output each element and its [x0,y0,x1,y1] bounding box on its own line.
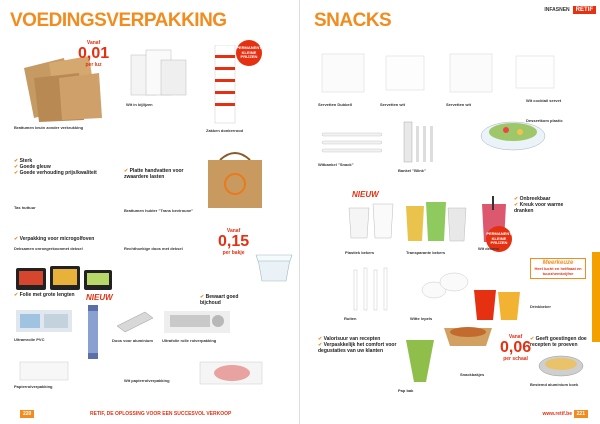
brand-logo: RETIF [573,6,596,14]
caption-white-spoons: Witte lepels [410,316,433,321]
caption-napkin-3: Servetten wit [446,102,471,107]
check-icon: ✔ [514,196,520,202]
check-icon: ✔ [14,164,20,170]
white-spoons-image [418,262,473,312]
caption-dessert-bowl: Dessertkom plastic [526,118,563,123]
left-footer [0,410,300,420]
caption-rect-box [124,246,214,251]
caption-title: Doos voor aluminium [112,338,153,343]
caption-microwave-box [14,246,114,251]
left-page-title: VOEDINGSVERPAKKING [10,10,227,31]
bullets-keep: ✔ Bewaart goed bijchoud [200,294,239,306]
check-icon: ✔ [200,294,206,300]
foil-rolls-image [14,306,74,336]
alu-foil-image [162,305,232,337]
paper-sheets-image [14,360,74,382]
caption-tote [14,205,84,210]
right-page [300,0,600,424]
caption-pvc-roll [14,337,79,342]
caption-white-bags [126,102,196,107]
cutlery-white-image [318,125,388,161]
check-icon: ✔ [530,336,536,342]
cone-cup-image [400,336,440,386]
page-number: 220 [20,410,34,418]
caption-title: Papierrolverpakking [14,384,53,389]
film-roll-image [86,305,100,360]
shopping-bag-image [200,148,270,210]
page-number: 221 [574,410,588,418]
caption-plastic-cups: Plastiek bekers [345,250,375,255]
caption-white-cups: Wit dekens [478,246,500,251]
price-amount: 0,15 [218,233,250,250]
snack-boat-image [440,320,496,350]
caption-trans-bag [124,208,204,213]
check-icon: ✔ [318,342,324,348]
caption-title: Rechthoekige doos met deksel [124,246,183,251]
bullets-foil: ✔ Folie met grote lengten [14,292,75,298]
caption-transparent-cups: Transparante bekers [406,250,446,255]
caption-cutlery-blink: Bankel "Blink" [398,168,426,173]
ham-paper-image [196,358,266,388]
bullets-taste: ✔ Geeft goestingen doe recepten te proeven [530,336,587,348]
check-icon: ✔ [14,170,20,176]
caption-title: Brattumen hukter "Trans beviroune" [124,208,194,213]
bullets-microwave: ✔ Verpakking voor microgolfoven [14,236,95,242]
price-tag-snack [500,334,531,362]
caption-title: Ultramrolle PVC [14,337,45,342]
right-footer [300,410,600,420]
caption-napkin-1: Servetten Dubbell [318,102,353,107]
caption-snack-bowls: Snackbakjes [460,372,485,377]
right-page-title: SNACKS [314,10,392,31]
caption-ultrafoil [162,338,237,343]
section-side-tab [592,252,600,342]
price-tag-box [218,228,249,256]
check-icon: ✔ [514,202,520,208]
plastic-cups-image [345,198,405,243]
clear-cups-image [402,196,472,246]
price-vanaf: Vanaf [508,334,523,340]
new-label: NIEUW [86,293,113,302]
footer-slogan: RETIF, DE OPLOSSING VOOR EEN SUCCESVOL VERKOOP [90,411,232,417]
cutlery-pack-image [398,120,448,165]
bullets-unbreakable: ✔ Onbreekbaar ✔ Kreuk voor warme dranken [514,196,564,214]
napkin-white-2-image [380,50,430,95]
paper-cups-image [468,284,528,324]
bullets-handles: ✔ Platte handvatten voor zwaardere lasten [124,168,184,180]
caption-striped-bag [206,128,266,133]
caption-title: Wit papierrolverpakking [124,378,170,383]
section-tag [544,6,596,14]
caption-stirrers: Ruiten [344,316,357,321]
multi-choice-box [530,258,586,279]
caption-kraft-bags [14,125,104,130]
multi-choice-text: Heel lucht en helfbaat en tuurzhemkvijfne [534,266,582,276]
check-icon: ✔ [318,336,324,342]
price-amount: 0,06 [500,339,532,356]
caption-title: Deksamen onroegerkoonmet deksel [14,246,83,251]
check-icon: ✔ [14,158,20,164]
caption-white-paper [124,378,194,383]
caption-napkin-2: Servetten wit [380,102,405,107]
foil-box-image [115,308,155,333]
bullets-recipes: ✔ Valorisuur van recepten ✔ Verpaskkelijk het comfort voor degustaties van uw klanten [318,336,397,354]
new-label: NIEUW [352,190,379,199]
badge-low-prices: PERMANENT KLEINE PRIJZEN [236,40,262,66]
clear-container-image [254,245,294,285]
caption-paper-roll [14,384,94,389]
cocktail-napkin-image [510,52,560,92]
caption-drinking-cup: Drinkbeker [530,304,551,309]
napkin-white-image [318,50,368,95]
caption-cocktail-napkin: Wit cocktail servet [526,98,562,103]
section-tag-label: INFASNEN [544,7,570,13]
price-unit: per schaal [503,356,528,362]
check-icon: ✔ [14,292,20,298]
caption-title: Tas huttuur [14,205,36,210]
multi-choice-heading: Meerkeuze [542,260,574,266]
caption-alu-box [112,338,157,343]
price-vanaf: Vanaf [226,228,241,234]
white-bags-image [126,45,196,100]
caption-title: Ultrafolie rolle rolverpakking [162,338,217,343]
caption-alu-koek: Bestemd aluminium koek [530,382,579,387]
caption-pap-bak: Pap bak [398,388,414,393]
stirrers-image [344,264,414,314]
price-amount: 0,01 [78,45,110,62]
check-icon: ✔ [124,168,130,174]
caption-title: Brattumen bruin zonder verkrukking [14,125,84,130]
caption-cutlery-snack: Witbankel "Snack" [318,162,354,167]
bullets-strong: ✔ Sterk ✔ Goede gleuw ✔ Goede verhouding prijs/kwaliteit [14,158,97,176]
price-tag-bags [78,40,109,68]
price-vanaf: Vanaf [86,40,101,46]
price-unit: per luz [85,62,102,68]
check-icon: ✔ [14,236,20,242]
footer-url: www.retif.be [542,411,572,417]
caption-title: Wit in bijlijzen [126,102,153,107]
price-unit: per bakje [222,250,245,256]
badge-low-prices: PERMANENT KLEINE PRIJZEN [486,226,512,252]
alu-bowl-image [536,352,586,380]
caption-title: Zakken donkerrood [206,128,244,133]
napkin-white-3-image [446,50,496,95]
